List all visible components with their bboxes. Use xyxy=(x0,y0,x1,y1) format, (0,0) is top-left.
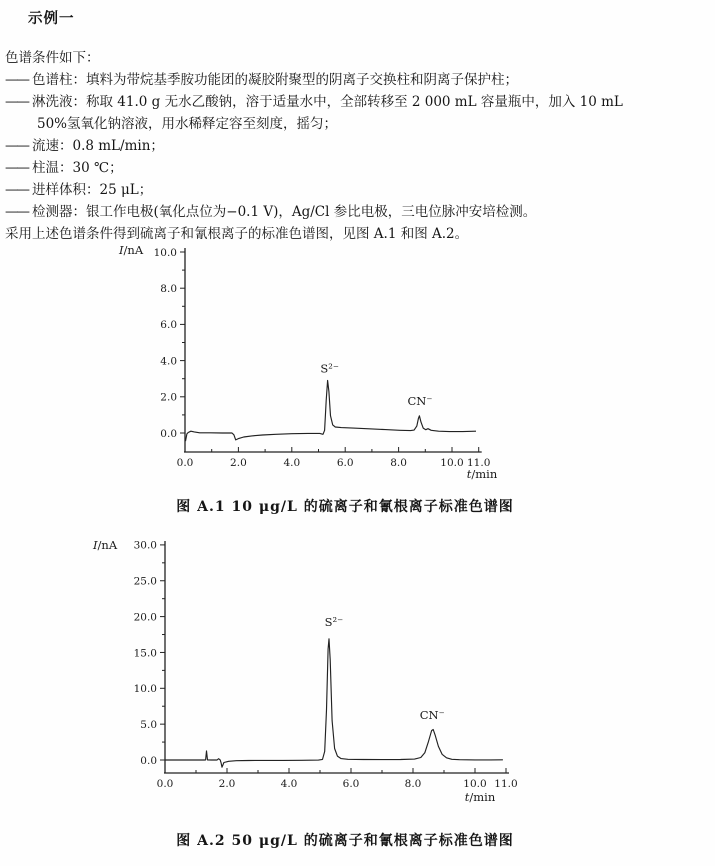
list-dash: —— xyxy=(5,160,28,176)
figure-a2 xyxy=(85,533,540,832)
peak-label: S²⁻ xyxy=(320,361,339,376)
x-tick-label: 8.0 xyxy=(404,778,422,790)
list-dash: —— xyxy=(5,204,28,220)
y-tick-label: 2.0 xyxy=(160,391,177,404)
condition-text: 检测器：银工作电极(氧化点位为−0.1 V)，Ag/Cl 参比电极，三电位脉冲安培检测。 xyxy=(32,204,537,220)
x-tick-label: 11.0 xyxy=(494,778,518,790)
example-heading: 示例一 xyxy=(28,10,75,27)
condition-item-column xyxy=(5,68,518,88)
peak-label: CN⁻ xyxy=(419,708,445,723)
x-tick-label: 6.0 xyxy=(342,778,360,790)
figure-a1-caption: 图 A.1 10 μg/L 的硫离子和氰根离子标准色谱图 xyxy=(176,499,514,515)
y-tick-label: 5.0 xyxy=(140,718,157,731)
condition-text: 色谱柱：填料为带烷基季胺功能团的凝胶附聚型的阴离子交换柱和阴离子保护柱； xyxy=(32,72,518,88)
chromatogram-trace xyxy=(165,639,503,767)
y-tick-label: 10.0 xyxy=(153,246,177,259)
y-tick-label: 15.0 xyxy=(133,647,157,660)
condition-text: 50%氢氧化钠溶液，用水稀释定容至刻度，摇匀； xyxy=(37,116,338,132)
condition-text: 淋洗液：称取 41.0 g 无水乙酸钠，溶于适量水中，全部转移至 2 000 mL 容量瓶中，加入 10 mL xyxy=(32,94,623,110)
x-tick-label: 0.0 xyxy=(156,778,174,790)
condition-text: 进样体积：25 μL； xyxy=(32,182,153,198)
x-tick-label: 10.0 xyxy=(463,778,487,790)
list-dash: —— xyxy=(5,94,28,110)
list-dash: —— xyxy=(5,182,28,198)
y-axis-title: I/nA xyxy=(93,538,118,552)
y-tick-label: 0.0 xyxy=(140,754,157,767)
y-tick-label: 8.0 xyxy=(160,283,177,295)
peak-label: CN⁻ xyxy=(407,393,433,408)
peak-label: S²⁻ xyxy=(324,614,344,629)
conditions-intro: 色谱条件如下： xyxy=(5,50,100,66)
x-tick-label: 2.0 xyxy=(230,457,247,469)
x-axis-title: t/min xyxy=(466,467,498,481)
x-axis-title: t/min xyxy=(464,790,496,804)
y-tick-label: 4.0 xyxy=(160,355,177,368)
y-tick-label: 20.0 xyxy=(133,611,157,624)
condition-item-flow-rate xyxy=(5,134,164,154)
y-tick-label: 0.0 xyxy=(160,427,177,440)
figure-a2-caption: 图 A.2 50 μg/L 的硫离子和氰根离子标准色谱图 xyxy=(176,833,514,849)
x-tick-label: 11.0 xyxy=(467,457,491,469)
list-dash: —— xyxy=(5,72,28,88)
x-tick-label: 4.0 xyxy=(280,778,298,790)
x-tick-label: 4.0 xyxy=(283,457,301,469)
x-tick-label: 10.0 xyxy=(440,457,464,469)
condition-text: 流速：0.8 mL/min； xyxy=(32,138,164,154)
condition-text: 柱温：30 ℃； xyxy=(32,160,123,176)
y-tick-label: 30.0 xyxy=(133,539,157,552)
condition-item-column-temp xyxy=(5,156,123,176)
condition-item-eluent xyxy=(5,90,623,110)
condition-item-injection-volume xyxy=(5,178,152,198)
x-tick-label: 6.0 xyxy=(336,457,354,469)
condition-item-eluent-continued xyxy=(37,112,337,132)
chromatogram-a1 xyxy=(105,238,535,493)
y-axis-title: I/nA xyxy=(119,243,144,257)
condition-item-detector xyxy=(5,200,536,220)
x-tick-label: 0.0 xyxy=(176,457,194,469)
x-tick-label: 2.0 xyxy=(218,778,236,790)
y-tick-label: 6.0 xyxy=(160,319,177,332)
chromatogram-a2 xyxy=(85,533,540,828)
x-tick-label: 8.0 xyxy=(390,457,407,469)
list-dash: —— xyxy=(5,138,28,154)
y-tick-label: 10.0 xyxy=(133,683,157,696)
figure-a1 xyxy=(105,238,535,497)
y-tick-label: 25.0 xyxy=(133,575,157,588)
chromatogram-trace xyxy=(186,381,477,442)
closing-paragraph: 采用上述色谱条件得到硫离子和氰根离子的标准色谱图，见图 A.1 和图 A.2。 xyxy=(5,226,469,242)
